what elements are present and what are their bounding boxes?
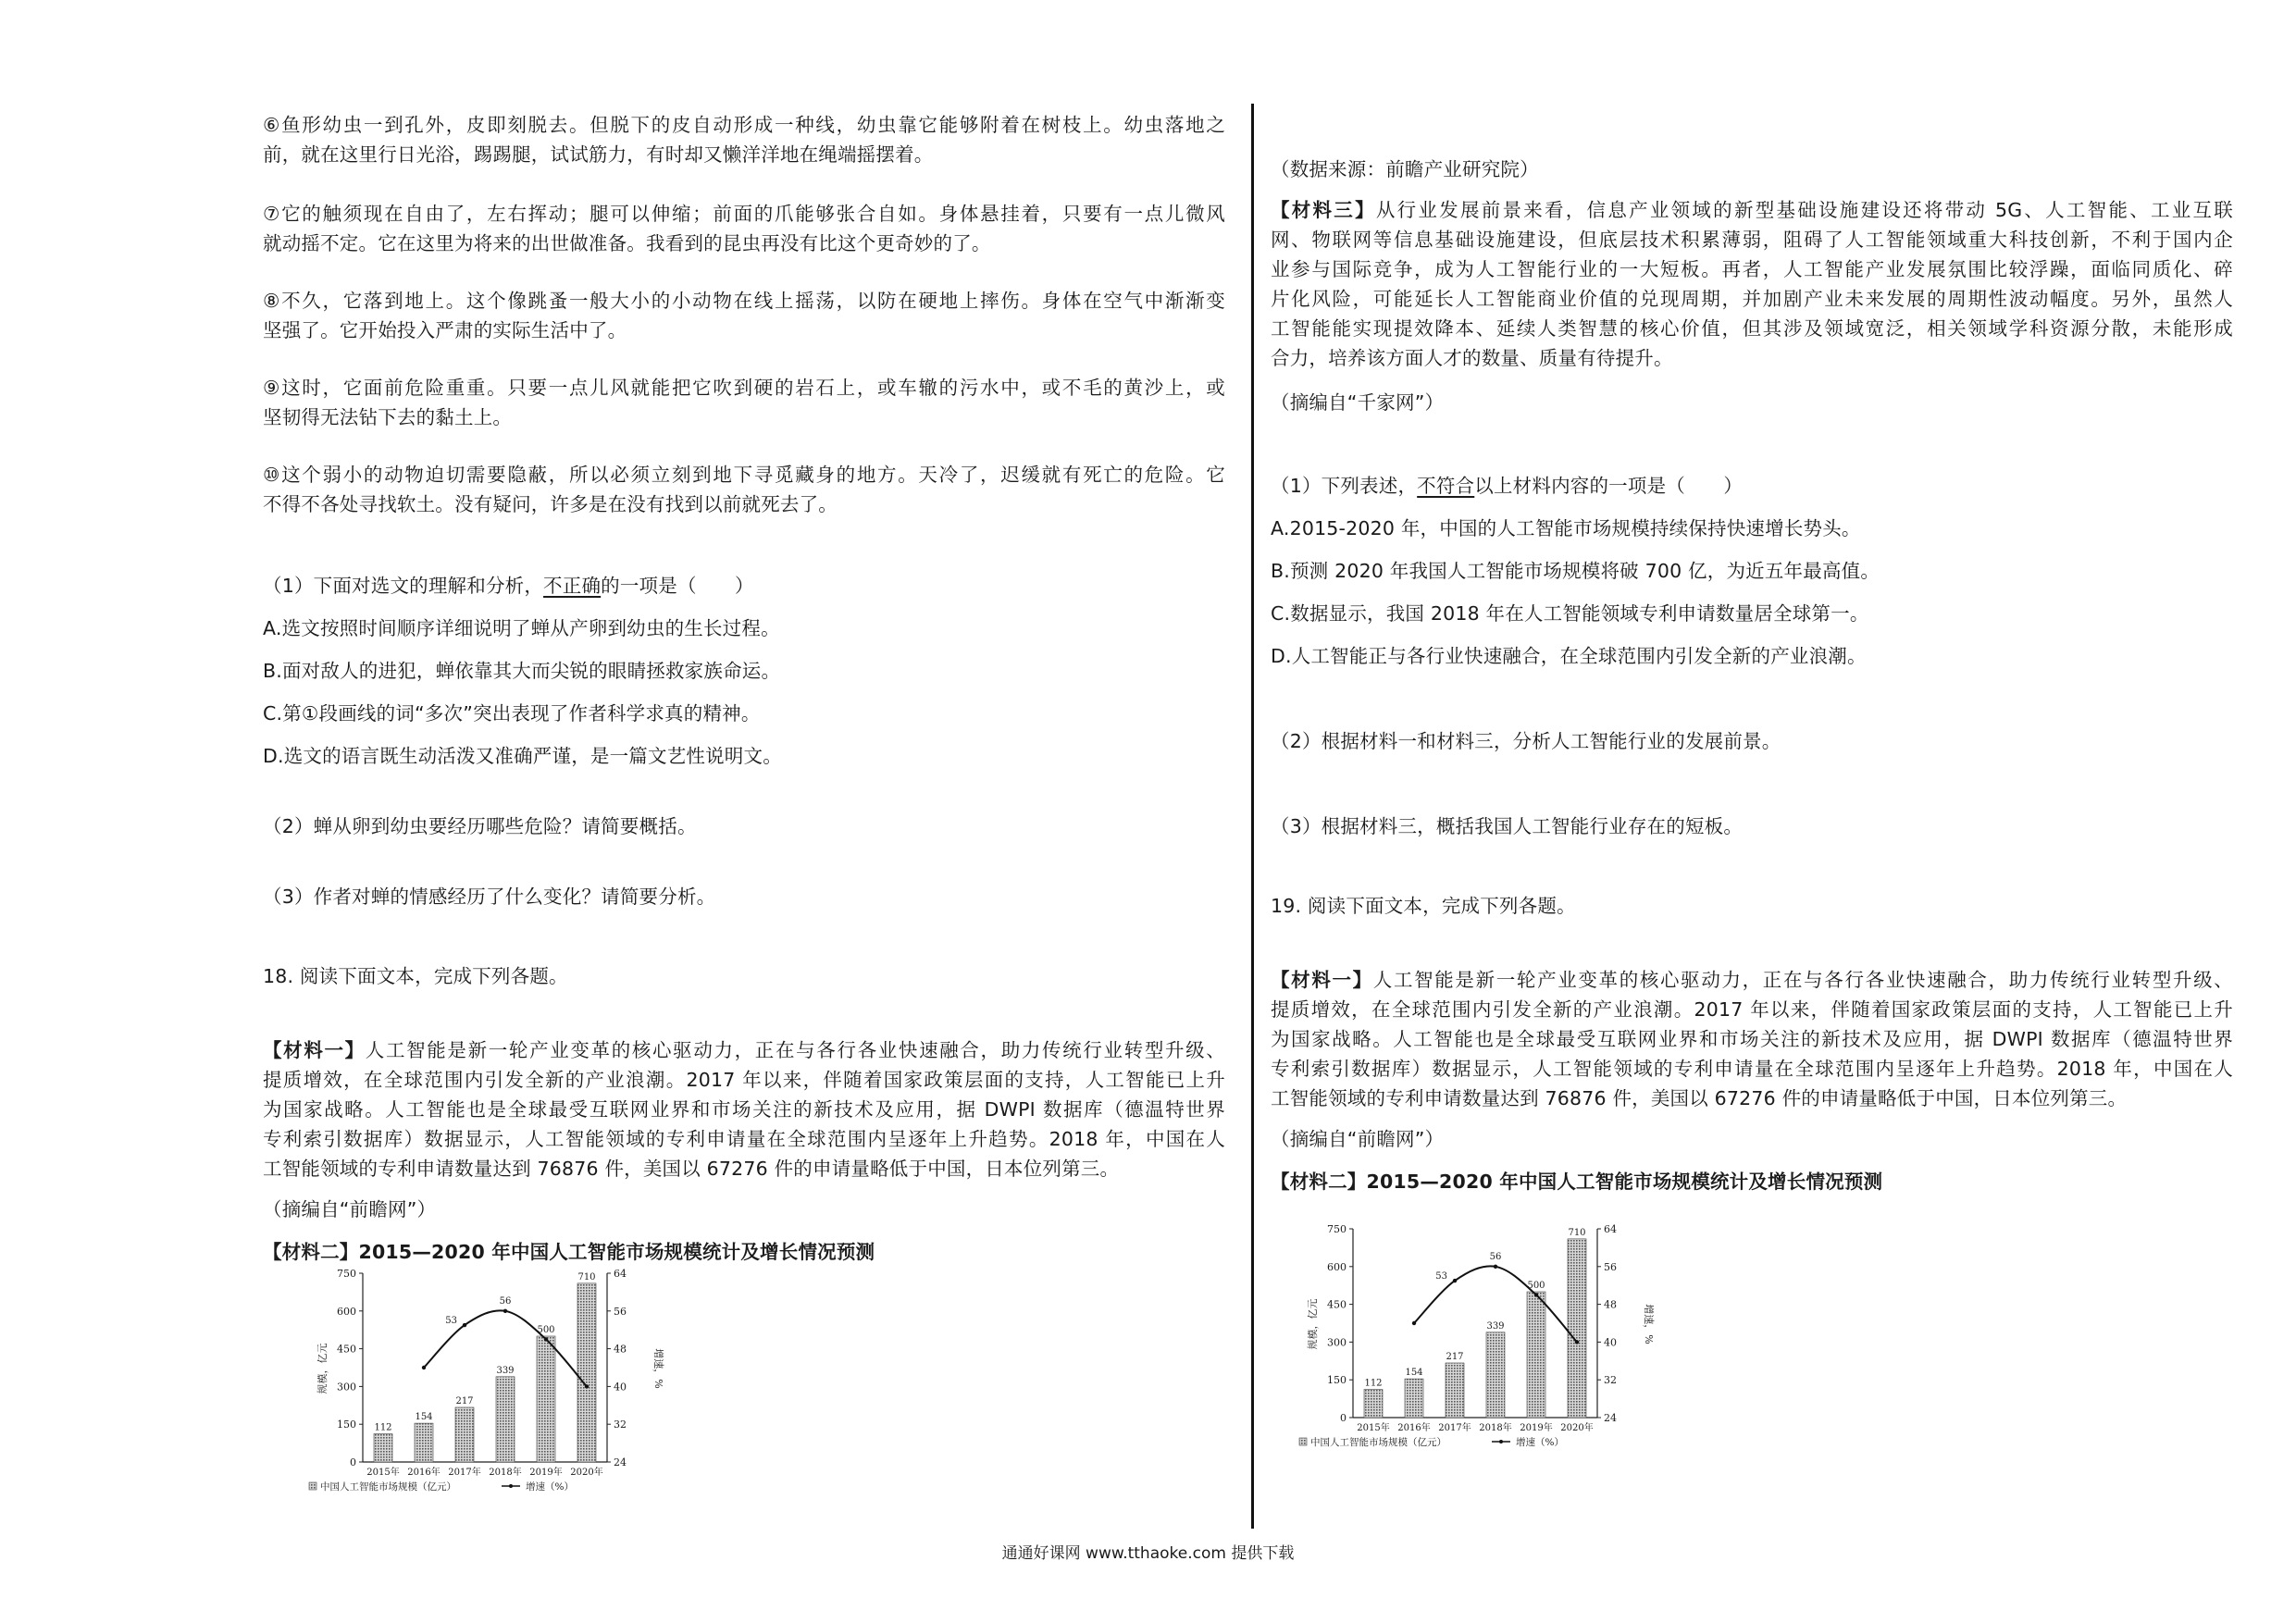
para-8-line-2: 坚强了。它开始投入严肃的实际生活中了。 (263, 319, 627, 341)
material-3-line-3: 业参与国际竞争，成为人工智能行业的一大短板。再者，人工智能产业发展氛围比较浮躁，面临同质化、碎 (1271, 258, 2233, 280)
bar-value-label: 112 (374, 1422, 392, 1433)
bar-value-label: 154 (1405, 1368, 1423, 1379)
y2-tick-label: 48 (614, 1343, 627, 1356)
x-tick-label: 2020年 (570, 1468, 603, 1478)
option-b-right: B.预测 2020 年我国人工智能市场规模将破 700 亿，为近五年最高值。 (1271, 560, 1880, 582)
material-2-right-title: 【材料二】2015—2020 年中国人工智能市场规模统计及增长情况预测 (1271, 1171, 1883, 1193)
bar-value-label: 339 (496, 1365, 515, 1376)
y-tick-label: 600 (337, 1305, 356, 1318)
bar-2018年 (1486, 1332, 1505, 1418)
chart-left (305, 1262, 676, 1521)
bar-value-label: 710 (577, 1271, 596, 1282)
x-tick-label: 2017年 (1438, 1423, 1471, 1433)
material-3-line-2: 网、物联网等信息基础设施建设，但底层技术积累薄弱，阻碍了人工智能领域重大科技创新，不利于国内企 (1271, 229, 2233, 251)
material-3-line-6: 合力，培养该方面人才的数量、质量有待提升。 (1271, 347, 1673, 369)
growth-point (585, 1384, 589, 1388)
x-tick-label: 2020年 (1560, 1423, 1594, 1433)
para-7-line-1: ⑦它的触须现在自由了，左右挥动；腿可以伸缩；前面的爪能够张合自如。身体悬挂着，只要有一点儿微风 (263, 203, 1225, 225)
para-8-line-1: ⑧不久，它落到地上。这个像跳蚤一般大小的小动物在线上摇荡，以防在硬地上摔伤。身体在空气中渐渐变 (263, 290, 1225, 312)
question-2-right: （2）根据材料一和材料三，分析人工智能行业的发展前景。 (1271, 730, 1781, 752)
y2-axis-title: 增速，% (1643, 1304, 1655, 1344)
material-1-right-line-4: 专利索引数据库）数据显示，人工智能领域的专利申请量在全球范围内呈逐年上升趋势。2018 年，中国在人 (1271, 1058, 2233, 1080)
bar-2015年 (374, 1434, 392, 1462)
legend-line-label: 增速（%） (1516, 1437, 1564, 1448)
growth-point (544, 1337, 548, 1341)
material-3-line-4: 片化风险，可能延长人工智能商业价值的兑现周期，并加剧产业未来发展的周期性波动幅度。另外，虽然人 (1271, 288, 2233, 310)
growth-point (503, 1309, 507, 1313)
option-c-right: C.数据显示，我国 2018 年在人工智能领域专利申请数量居全球第一。 (1271, 602, 1869, 625)
bar-value-label: 112 (1364, 1378, 1383, 1389)
y-tick-label: 150 (337, 1419, 356, 1431)
y2-tick-label: 24 (1604, 1412, 1617, 1424)
option-a-right: A.2015-2020 年，中国的人工智能市场规模持续保持快速增长势头。 (1271, 517, 1861, 539)
footer-credit: 通通好课网 www.tthaoke.com 提供下载 (1001, 1544, 1295, 1563)
y2-tick-label: 64 (614, 1268, 627, 1280)
question-1-right: （1）下列表述，不符合以上材料内容的一项是（ ） (1271, 475, 1744, 497)
question-2: （2）蝉从卵到幼虫要经历哪些危险？请简要概括。 (263, 815, 697, 837)
y2-tick-label: 64 (1604, 1223, 1617, 1235)
growth-point (1412, 1321, 1416, 1325)
growth-point (1575, 1340, 1579, 1344)
question-18-heading: 18. 阅读下面文本，完成下列各题。 (263, 965, 568, 987)
y-tick-label: 450 (337, 1343, 356, 1356)
y-tick-label: 0 (1340, 1412, 1347, 1424)
para-9-line-1: ⑨这时，它面前危险重重。只要一点儿风就能把它吹到硬的岩石上，或车辙的污水中，或不毛的黄沙上，或 (263, 377, 1225, 399)
bar-2019年 (1527, 1292, 1545, 1418)
material-1-source: （摘编自“前瞻网”） (263, 1198, 437, 1220)
legend-line-marker (509, 1484, 513, 1488)
x-tick-label: 2019年 (529, 1468, 563, 1478)
material-1-line-3: 为国家战略。人工智能也是全球最受互联网业界和市场关注的新技术及应用，据 DWPI 数据库（德温特世界 (263, 1098, 1225, 1121)
bar-2017年 (1446, 1363, 1464, 1418)
x-tick-label: 2018年 (1479, 1423, 1512, 1433)
bar-2016年 (1405, 1379, 1423, 1418)
y-axis-title: 规模，亿元 (316, 1343, 329, 1394)
bar-2018年 (496, 1377, 515, 1462)
bar-value-label: 217 (1446, 1351, 1464, 1362)
y-tick-label: 750 (337, 1268, 356, 1280)
column-divider (1251, 104, 1254, 1529)
bar-value-label: 500 (537, 1325, 555, 1335)
growth-label-53: 53 (445, 1316, 457, 1327)
x-tick-label: 2015年 (366, 1468, 400, 1478)
material-1-right-line-2: 提质增效，在全球范围内引发全新的产业浪潮。2017 年以来，伴随着国家政策层面的支持，人工智能已上升 (1271, 998, 2233, 1021)
material-1-right-line-1: 【材料一】人工智能是新一轮产业变革的核心驱动力，正在与各行各业快速融合，助力传统行业转型升级、 (1271, 969, 2233, 991)
y2-tick-label: 56 (1604, 1260, 1617, 1273)
question-1: （1）下面对选文的理解和分析，不正确的一项是（ ） (263, 575, 754, 597)
bar-2020年 (577, 1283, 596, 1462)
growth-label-53: 53 (1435, 1271, 1447, 1282)
bar-2017年 (455, 1407, 474, 1462)
legend-bar-swatch (1299, 1438, 1307, 1445)
y-axis-title: 规模，亿元 (1307, 1298, 1319, 1350)
bar-value-label: 154 (415, 1412, 433, 1423)
para-10-line-1: ⑩这个弱小的动物迫切需要隐蔽，所以必须立刻到地下寻觅藏身的地方。天冷了，迟缓就有死亡的危险。它 (263, 464, 1225, 486)
x-tick-label: 2016年 (407, 1468, 441, 1478)
para-6-line-1: ⑥鱼形幼虫一到孔外，皮即刻脱去。但脱下的皮自动形成一种线，幼虫靠它能够附着在树枝上。幼虫落地之 (263, 114, 1225, 136)
para-7-line-2: 就动摇不定。它在这里为将来的出世做准备。我看到的昆虫再没有比这个更奇妙的了。 (263, 232, 991, 254)
growth-point (1534, 1293, 1538, 1296)
option-b: B.面对敌人的进犯，蝉依靠其大而尖锐的眼睛拯救家族命运。 (263, 660, 781, 682)
question-19-heading: 19. 阅读下面文本，完成下列各题。 (1271, 895, 1576, 917)
y2-tick-label: 48 (1604, 1298, 1617, 1311)
material-1-line-4: 专利索引数据库）数据显示，人工智能领域的专利申请量在全球范围内呈逐年上升趋势。2018 年，中国在人 (263, 1128, 1225, 1150)
option-d-right: D.人工智能正与各行业快速融合，在全球范围内引发全新的产业浪潮。 (1271, 645, 1867, 667)
y2-tick-label: 40 (1604, 1336, 1617, 1349)
option-d: D.选文的语言既生动活泼又准确严谨，是一篇文艺性说明文。 (263, 745, 782, 767)
y2-tick-label: 24 (614, 1456, 627, 1468)
legend-bar-label: 中国人工智能市场规模（亿元） (1310, 1437, 1446, 1448)
x-tick-label: 2015年 (1357, 1423, 1390, 1433)
y2-tick-label: 56 (614, 1305, 627, 1318)
y-tick-label: 600 (1327, 1260, 1347, 1273)
legend-line-label: 增速（%） (526, 1481, 574, 1493)
material-1-right-line-5: 工智能领域的专利申请数量达到 76876 件，美国以 67276 件的申请量略低于中国，日本位列第三。 (1271, 1087, 2128, 1109)
bar-2019年 (537, 1336, 555, 1462)
bar-2015年 (1364, 1390, 1383, 1418)
legend-bar-label: 中国人工智能市场规模（亿元） (320, 1481, 456, 1493)
y2-axis-title: 增速，% (652, 1348, 664, 1389)
question-3: （3）作者对蝉的情感经历了什么变化？请简要分析。 (263, 886, 716, 908)
x-tick-label: 2018年 (489, 1468, 522, 1478)
para-6-line-2: 前，就在这里行日光浴，踢踢腿，试试筋力，有时却又懒洋洋地在绳端摇摆着。 (263, 143, 934, 166)
question-3-right: （3）根据材料三，概括我国人工智能行业存在的短板。 (1271, 815, 1744, 837)
growth-point (422, 1366, 426, 1369)
y2-tick-label: 32 (1604, 1374, 1617, 1387)
material-1-right-line-3: 为国家战略。人工智能也是全球最受互联网业界和市场关注的新技术及应用，据 DWPI 数据库（德温特世界 (1271, 1028, 2233, 1050)
y2-tick-label: 40 (614, 1381, 627, 1394)
bar-2020年 (1568, 1239, 1586, 1418)
data-source: （数据来源：前瞻产业研究院） (1271, 158, 1539, 180)
material-1-line-1: 【材料一】人工智能是新一轮产业变革的核心驱动力，正在与各行各业快速融合，助力传统行业转型升级、 (263, 1039, 1225, 1061)
x-tick-label: 2016年 (1397, 1423, 1431, 1433)
material-1-line-5: 工智能领域的专利申请数量达到 76876 件，美国以 67276 件的申请量略低于中国，日本位列第三。 (263, 1158, 1120, 1180)
option-c: C.第①段画线的词“多次”突出表现了作者科学求真的精神。 (263, 702, 761, 725)
material-3-line-1: 【材料三】从行业发展前景来看，信息产业领域的新型基础设施建设还将带动 5G、人工智能、工业互联 (1271, 199, 2234, 221)
x-tick-label: 2019年 (1520, 1423, 1553, 1433)
y2-tick-label: 32 (614, 1419, 627, 1431)
y-tick-label: 150 (1327, 1374, 1347, 1387)
bar-value-label: 217 (455, 1395, 474, 1406)
para-9-line-2: 坚韧得无法钻下去的黏土上。 (263, 406, 513, 428)
bar-2016年 (415, 1423, 433, 1462)
chart-right (1296, 1218, 1666, 1477)
bar-value-label: 500 (1527, 1281, 1545, 1291)
growth-label-56: 56 (1489, 1251, 1502, 1262)
material-3-line-5: 工智能能实现提效降本、延续人类智慧的核心价值，但其涉及领域宽泛，相关领域学科资源分散，未能形成 (1271, 317, 2233, 340)
growth-point (463, 1323, 466, 1327)
y-tick-label: 0 (350, 1456, 356, 1468)
growth-point (1453, 1279, 1457, 1282)
y-tick-label: 300 (337, 1381, 356, 1394)
y-tick-label: 450 (1327, 1298, 1347, 1311)
material-2-title: 【材料二】2015—2020 年中国人工智能市场规模统计及增长情况预测 (263, 1241, 875, 1263)
bar-value-label: 710 (1568, 1227, 1586, 1238)
legend-bar-swatch (309, 1482, 316, 1490)
y-tick-label: 300 (1327, 1336, 1347, 1349)
material-1-right-source: （摘编自“前瞻网”） (1271, 1128, 1445, 1150)
material-3-source: （摘编自“千家网”） (1271, 391, 1445, 414)
x-tick-label: 2017年 (448, 1468, 481, 1478)
option-a: A.选文按照时间顺序详细说明了蝉从产卵到幼虫的生长过程。 (263, 617, 780, 639)
material-1-line-2: 提质增效，在全球范围内引发全新的产业浪潮。2017 年以来，伴随着国家政策层面的支持，人工智能已上升 (263, 1069, 1225, 1091)
y-tick-label: 750 (1327, 1223, 1347, 1235)
growth-label-56: 56 (499, 1295, 512, 1307)
bar-value-label: 339 (1486, 1320, 1505, 1332)
legend-line-marker (1499, 1440, 1503, 1443)
para-10-line-2: 不得不各处寻找软土。没有疑问，许多是在没有找到以前就死去了。 (263, 493, 838, 515)
growth-point (1494, 1265, 1497, 1269)
